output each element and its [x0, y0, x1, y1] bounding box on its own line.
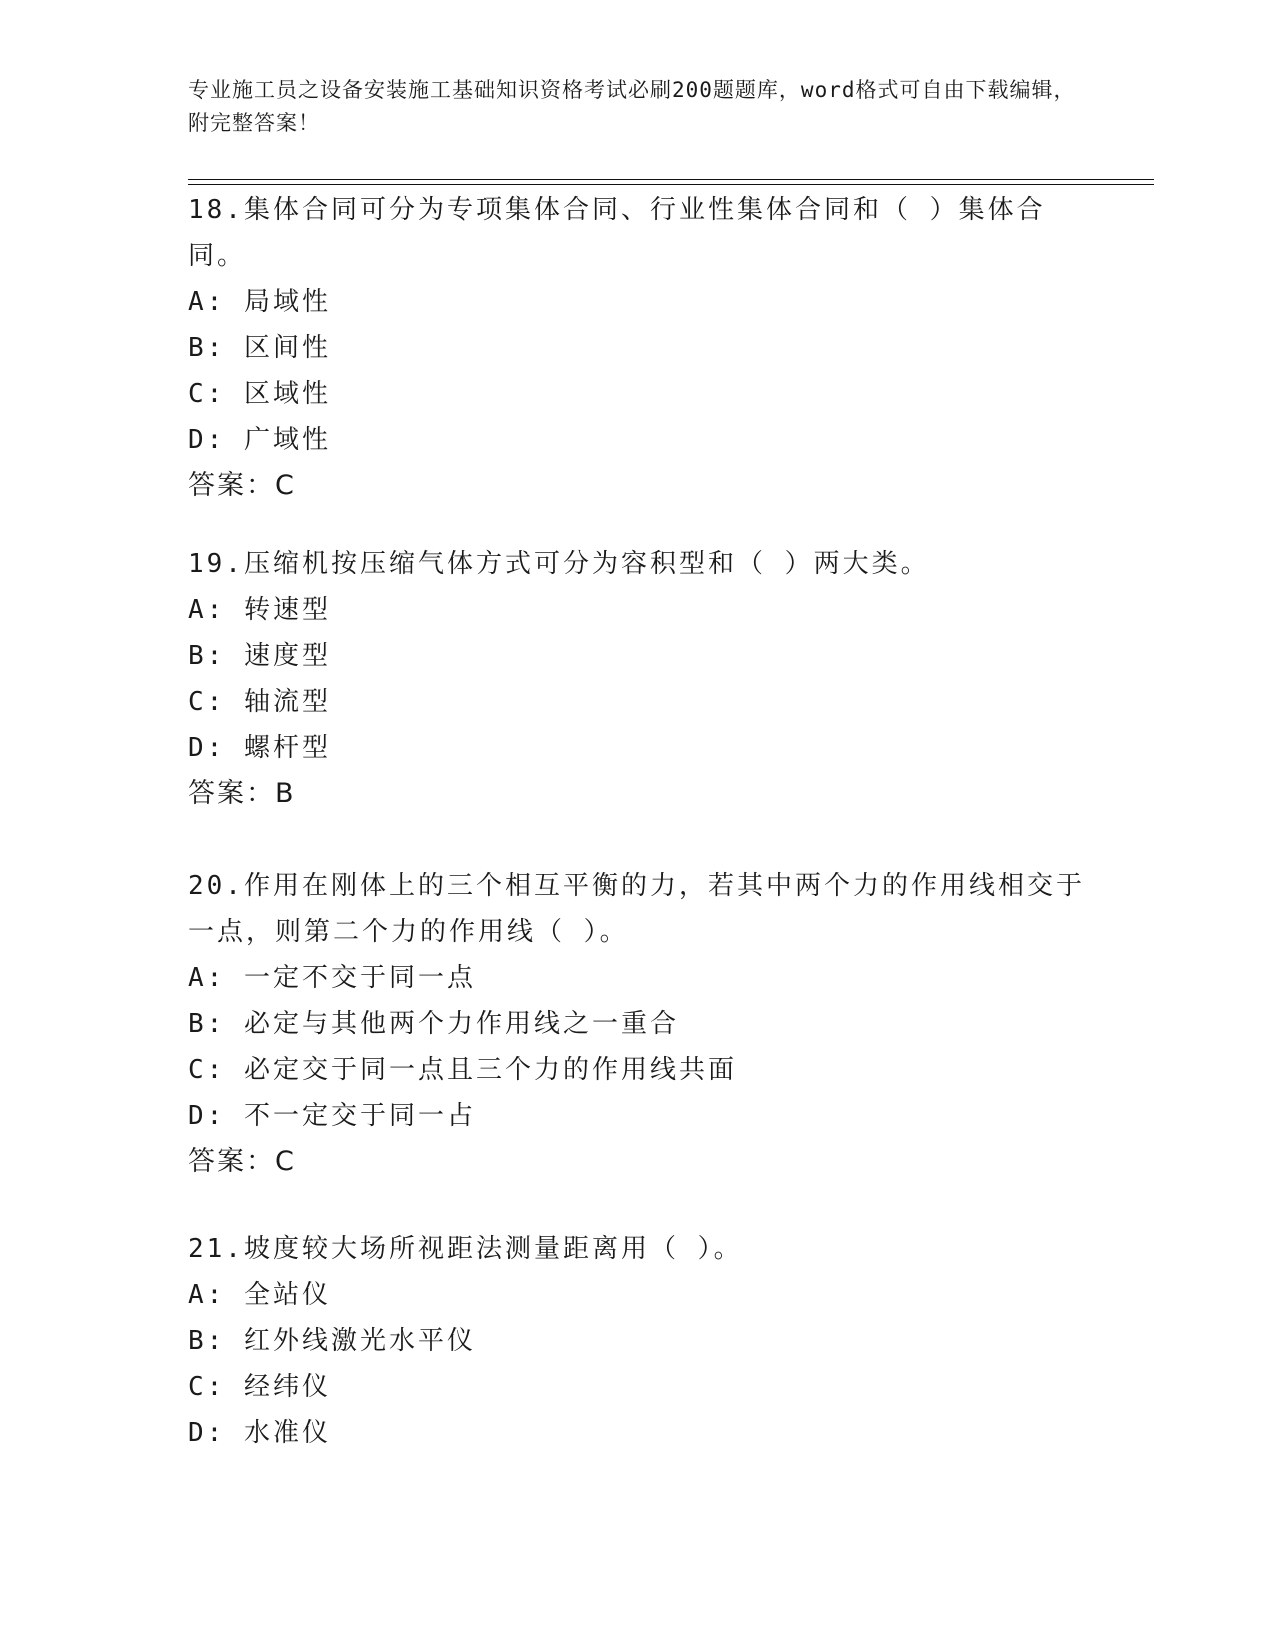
question-text: 18.集体合同可分为专项集体合同、行业性集体合同和（ ）集体合同。	[188, 195, 1046, 271]
answer: 答案：C	[188, 1146, 296, 1177]
answer: 答案：C	[188, 470, 296, 501]
question-20	[188, 863, 1088, 1185]
option-c: C: 区域性	[188, 379, 331, 409]
option-a: A: 局域性	[188, 287, 331, 317]
option-c: C: 经纬仪	[188, 1372, 331, 1402]
option-a: A: 一定不交于同一点	[188, 963, 476, 993]
question-text: 21.坡度较大场所视距法测量距离用（ ）。	[188, 1234, 743, 1264]
question-text: 19.压缩机按压缩气体方式可分为容积型和（ ）两大类。	[188, 549, 930, 579]
option-b: B: 必定与其他两个力作用线之一重合	[188, 1009, 679, 1039]
header-divider-top	[188, 179, 1154, 180]
option-a: A: 转速型	[188, 595, 331, 625]
question-text: 20.作用在刚体上的三个相互平衡的力，若其中两个力的作用线相交于一点，则第二个力的作用线（ ）。	[188, 871, 1085, 947]
option-b: B: 区间性	[188, 333, 331, 363]
question-21	[188, 1226, 1088, 1456]
option-a: A: 全站仪	[188, 1280, 331, 1310]
header-divider-bottom	[188, 184, 1154, 185]
option-c: C: 轴流型	[188, 687, 331, 717]
option-b: B: 红外线激光水平仪	[188, 1326, 476, 1356]
question-19	[188, 541, 1088, 817]
option-d: D: 螺杆型	[188, 733, 331, 763]
question-18	[188, 187, 1088, 509]
option-c: C: 必定交于同一点且三个力的作用线共面	[188, 1055, 737, 1085]
option-b: B: 速度型	[188, 641, 331, 671]
answer: 答案：B	[188, 778, 296, 809]
option-d: D: 广域性	[188, 425, 331, 455]
option-d: D: 不一定交于同一占	[188, 1101, 476, 1131]
document-intro: 专业施工员之设备安装施工基础知识资格考试必刷200题题库，word格式可自由下载编辑，附完整答案！	[188, 78, 1076, 135]
option-d: D: 水准仪	[188, 1418, 331, 1448]
